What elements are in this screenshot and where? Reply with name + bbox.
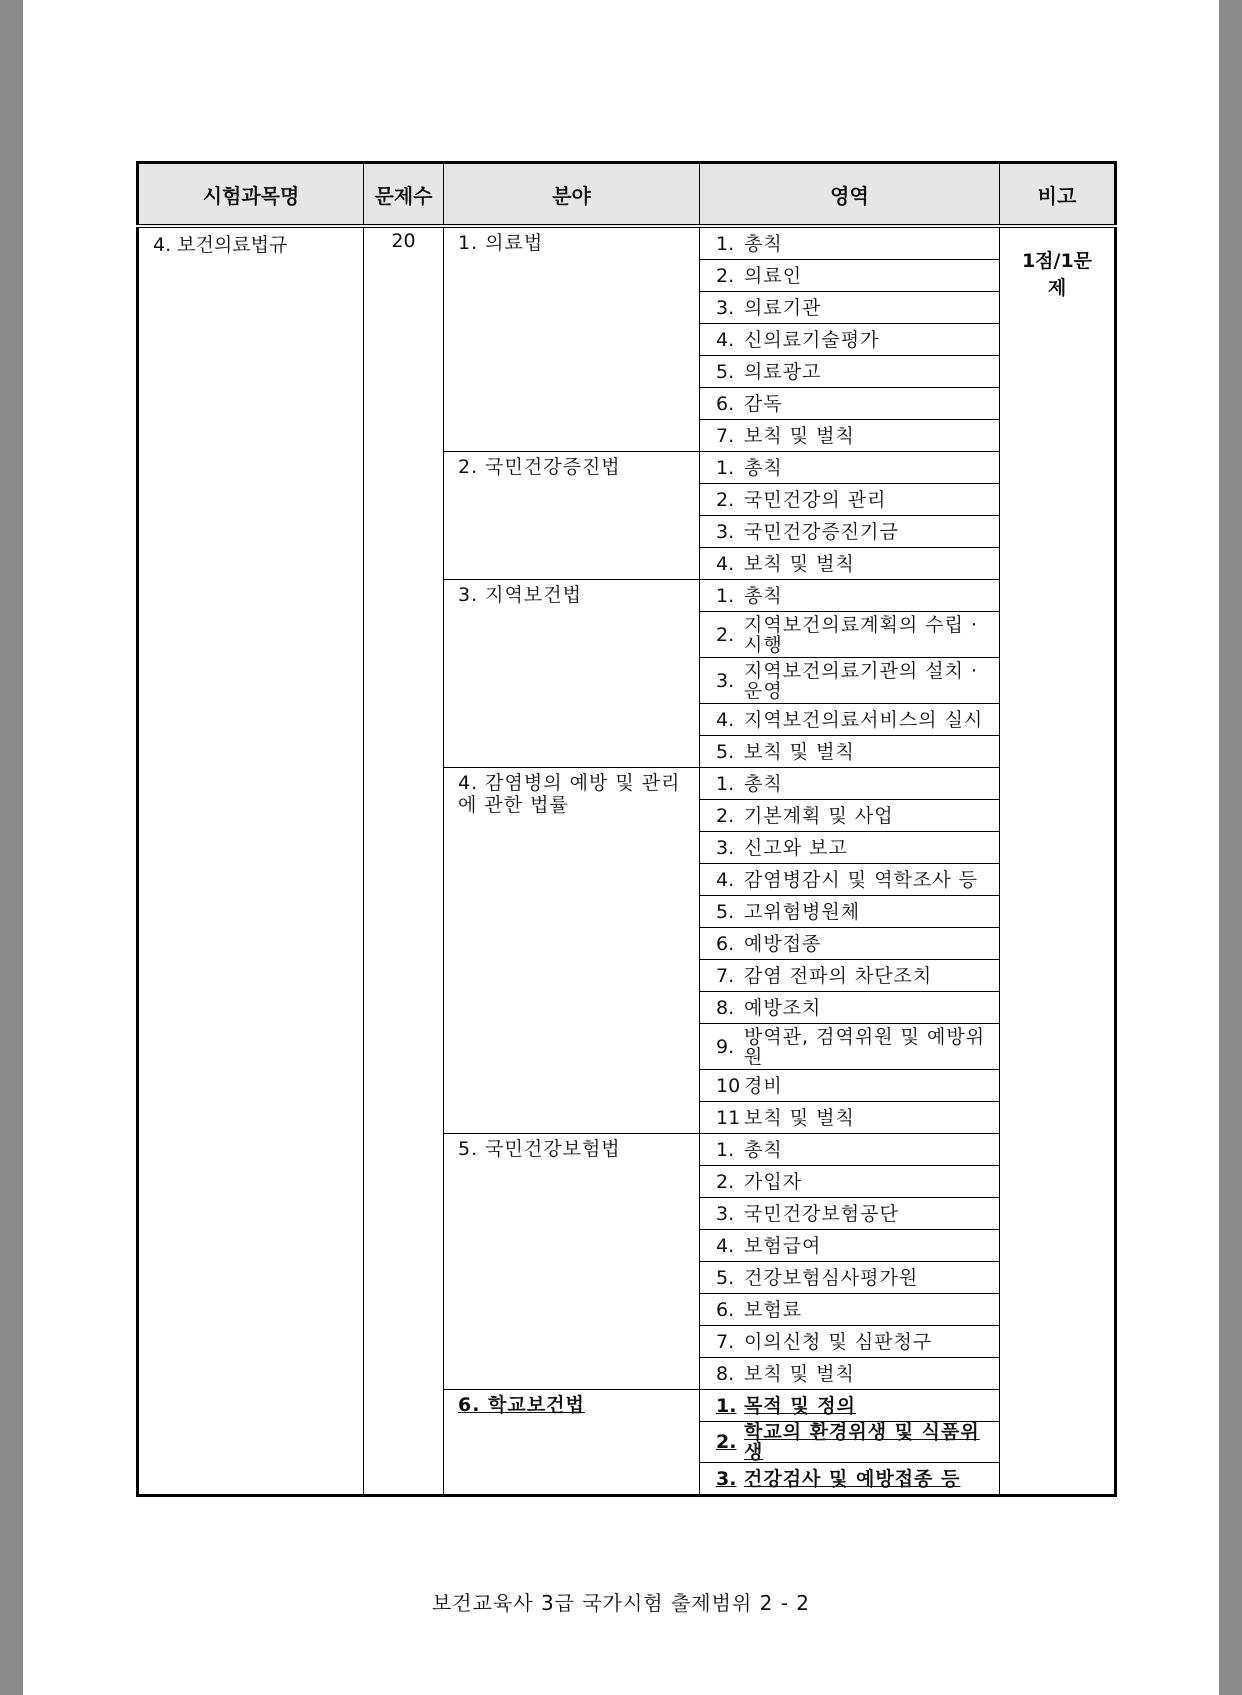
area-cell: [700, 612, 1000, 658]
area-text: 의료광고: [744, 360, 822, 383]
area-cell: [700, 1422, 1000, 1463]
area-cell: [700, 928, 1000, 960]
field-cell: [444, 1134, 700, 1390]
area-number: 4.: [716, 868, 735, 891]
page-footer: 보건교육사 3급 국가시험 출제범위 2 - 2: [431, 1591, 810, 1615]
area-item: [700, 838, 999, 858]
score-note: 1점/1문제: [1021, 250, 1093, 299]
area-number: 2.: [716, 488, 735, 511]
area-number: 3.: [716, 296, 735, 319]
area-item: [700, 1422, 999, 1462]
area-text: 이의신청 및 심판청구: [744, 1330, 933, 1353]
area-number: 5.: [716, 1266, 735, 1289]
area-cell: [700, 832, 1000, 864]
area-item: [700, 522, 999, 542]
area-text: 총칙: [744, 232, 783, 255]
area-text: 방역관, 검역위원 및 예방위원: [744, 1025, 986, 1068]
area-number: 4.: [716, 708, 735, 731]
header-subject: 시험과목명: [138, 163, 364, 227]
area-number: 4.: [716, 552, 735, 575]
area-number: 11: [716, 1106, 741, 1129]
area-item: [700, 266, 999, 286]
area-number: 5.: [716, 900, 735, 923]
area-number: 2.: [716, 264, 735, 287]
area-cell: [700, 1230, 1000, 1262]
area-text: 학교의 환경위생 및 식품위생: [744, 1421, 980, 1463]
area-text: 지역보건의료계획의 수립 · 시행: [744, 613, 979, 656]
area-cell: [700, 324, 1000, 356]
area-cell: [700, 992, 1000, 1024]
area-text: 의료인: [744, 264, 803, 287]
field-cell: [444, 452, 700, 580]
area-cell: [700, 1024, 1000, 1070]
area-number: 10: [716, 1074, 741, 1097]
area-cell: [700, 864, 1000, 896]
field-cell: [444, 1390, 700, 1496]
area-text: 보험료: [744, 1298, 803, 1321]
header-area: 영역: [700, 163, 1000, 227]
area-text: 의료기관: [744, 296, 822, 319]
area-text: 보칙 및 벌칙: [744, 552, 855, 575]
area-text: 신의료기술평가: [744, 328, 880, 351]
area-cell: [700, 736, 1000, 768]
question-count: 20: [391, 230, 416, 252]
area-cell: [700, 1070, 1000, 1102]
area-number: 7.: [716, 424, 735, 447]
area-cell: [700, 896, 1000, 928]
area-item: [700, 1364, 999, 1384]
area-text: 국민건강의 관리: [744, 488, 887, 511]
field-label: 6. 학교보건법: [458, 1394, 585, 1416]
area-cell: [700, 226, 1000, 260]
area-item: [700, 586, 999, 606]
question-count-cell: [364, 226, 444, 1496]
area-number: 5.: [716, 360, 735, 383]
area-number: 8.: [716, 1362, 735, 1385]
area-item: [700, 774, 999, 794]
area-number: 7.: [716, 964, 735, 987]
area-number: 1.: [716, 1394, 737, 1417]
area-number: 6.: [716, 932, 735, 955]
area-cell: [700, 1198, 1000, 1230]
area-item: [700, 1469, 999, 1489]
area-cell: [700, 1463, 1000, 1496]
area-number: 3.: [716, 836, 735, 859]
area-item: [700, 1332, 999, 1352]
area-cell: [700, 1134, 1000, 1166]
area-item: [700, 298, 999, 318]
area-number: 2.: [716, 1431, 737, 1453]
field-label: 4. 감염병의 예방 및 관리에 관한 법률: [458, 772, 681, 816]
area-item: [700, 1236, 999, 1256]
area-cell: [700, 484, 1000, 516]
note-cell: [1000, 226, 1116, 1496]
area-text: 감염병감시 및 역학조사 등: [744, 868, 979, 891]
area-cell: [700, 1358, 1000, 1390]
area-item: [700, 1027, 999, 1067]
area-item: [700, 1268, 999, 1288]
area-item: [700, 458, 999, 478]
exam-scope-table: [136, 161, 1117, 1497]
area-item: [700, 1300, 999, 1320]
area-item: [700, 1204, 999, 1224]
field-label: 3. 지역보건법: [458, 584, 582, 606]
area-cell: [700, 1166, 1000, 1198]
area-number: 1.: [716, 1138, 735, 1161]
area-item: [700, 362, 999, 382]
area-text: 예방접종: [744, 932, 822, 955]
area-cell: [700, 420, 1000, 452]
area-item: [700, 1076, 999, 1096]
area-cell: [700, 658, 1000, 704]
area-number: 5.: [716, 740, 735, 763]
area-item: [700, 1396, 999, 1416]
field-cell: [444, 226, 700, 452]
header-count: 문제수: [364, 163, 444, 227]
area-text: 건강검사 및 예방접종 등: [744, 1467, 961, 1490]
area-item: [700, 902, 999, 922]
area-number: 2.: [716, 623, 735, 646]
area-number: 4.: [716, 1234, 735, 1257]
area-text: 국민건강보험공단: [744, 1202, 899, 1225]
area-cell: [700, 1294, 1000, 1326]
area-cell: [700, 516, 1000, 548]
field-label: 5. 국민건강보험법: [458, 1138, 621, 1160]
area-item: [700, 330, 999, 350]
area-item: [700, 234, 999, 254]
area-item: [700, 870, 999, 890]
area-text: 지역보건의료기관의 설치 · 운영: [744, 659, 979, 702]
area-text: 국민건강증진기금: [744, 520, 899, 543]
area-item: [700, 554, 999, 574]
area-number: 2.: [716, 804, 735, 827]
area-number: 2.: [716, 1170, 735, 1193]
area-text: 보칙 및 벌칙: [744, 1106, 855, 1129]
area-number: 9.: [716, 1035, 735, 1058]
field-label: 1. 의료법: [458, 232, 544, 254]
area-text: 신고와 보고: [744, 836, 848, 859]
area-number: 8.: [716, 996, 735, 1019]
area-item: [700, 998, 999, 1018]
area-item: [700, 426, 999, 446]
area-text: 가입자: [744, 1170, 803, 1193]
table-row: [138, 226, 1116, 260]
subject-cell: [138, 226, 364, 1496]
area-cell: [700, 768, 1000, 800]
field-cell: [444, 580, 700, 768]
area-cell: [700, 960, 1000, 992]
area-item: [700, 742, 999, 762]
area-text: 기본계획 및 사업: [744, 804, 894, 827]
area-text: 지역보건의료서비스의 실시: [744, 708, 984, 731]
header-note: 비고: [1000, 163, 1116, 227]
area-cell: [700, 580, 1000, 612]
area-text: 총칙: [744, 1138, 783, 1161]
area-number: 3.: [716, 520, 735, 543]
field-label: 2. 국민건강증진법: [458, 456, 621, 478]
area-number: 1.: [716, 584, 735, 607]
area-text: 총칙: [744, 456, 783, 479]
area-item: [700, 394, 999, 414]
table-header-row: [138, 163, 1116, 227]
area-item: [700, 661, 999, 701]
area-number: 7.: [716, 1330, 735, 1353]
area-cell: [700, 1390, 1000, 1422]
area-cell: [700, 800, 1000, 832]
area-cell: [700, 260, 1000, 292]
area-cell: [700, 388, 1000, 420]
area-text: 보험급여: [744, 1234, 822, 1257]
area-text: 건강보험심사평가원: [744, 1266, 919, 1289]
area-cell: [700, 1102, 1000, 1134]
area-text: 고위험병원체: [744, 900, 861, 923]
area-cell: [700, 704, 1000, 736]
area-cell: [700, 356, 1000, 388]
area-number: 1.: [716, 232, 735, 255]
area-text: 감독: [744, 392, 783, 415]
area-text: 보칙 및 벌칙: [744, 1362, 855, 1385]
area-cell: [700, 292, 1000, 324]
area-item: [700, 1140, 999, 1160]
area-item: [700, 710, 999, 730]
area-text: 예방조치: [744, 996, 822, 1019]
area-text: 목적 및 정의: [744, 1394, 856, 1417]
area-number: 3.: [716, 669, 735, 692]
area-text: 감염 전파의 차단조치: [744, 964, 933, 987]
area-number: 3.: [716, 1202, 735, 1225]
area-cell: [700, 1326, 1000, 1358]
area-item: [700, 966, 999, 986]
area-cell: [700, 452, 1000, 484]
area-text: 총칙: [744, 584, 783, 607]
field-cell: [444, 768, 700, 1134]
area-item: [700, 615, 999, 655]
area-text: 보칙 및 벌칙: [744, 740, 855, 763]
area-number: 3.: [716, 1467, 737, 1490]
area-text: 보칙 및 벌칙: [744, 424, 855, 447]
header-field: 분야: [444, 163, 700, 227]
area-item: [700, 1172, 999, 1192]
subject-name: 4. 보건의료법규: [153, 234, 288, 256]
area-text: 총칙: [744, 772, 783, 795]
area-item: [700, 934, 999, 954]
area-item: [700, 490, 999, 510]
area-cell: [700, 548, 1000, 580]
area-text: 경비: [744, 1074, 783, 1097]
document-page: [23, 0, 1219, 1695]
area-number: 1.: [716, 456, 735, 479]
area-item: [700, 806, 999, 826]
area-cell: [700, 1262, 1000, 1294]
area-item: [700, 1108, 999, 1128]
area-number: 4.: [716, 328, 735, 351]
area-number: 6.: [716, 1298, 735, 1321]
area-number: 1.: [716, 772, 735, 795]
area-number: 6.: [716, 392, 735, 415]
